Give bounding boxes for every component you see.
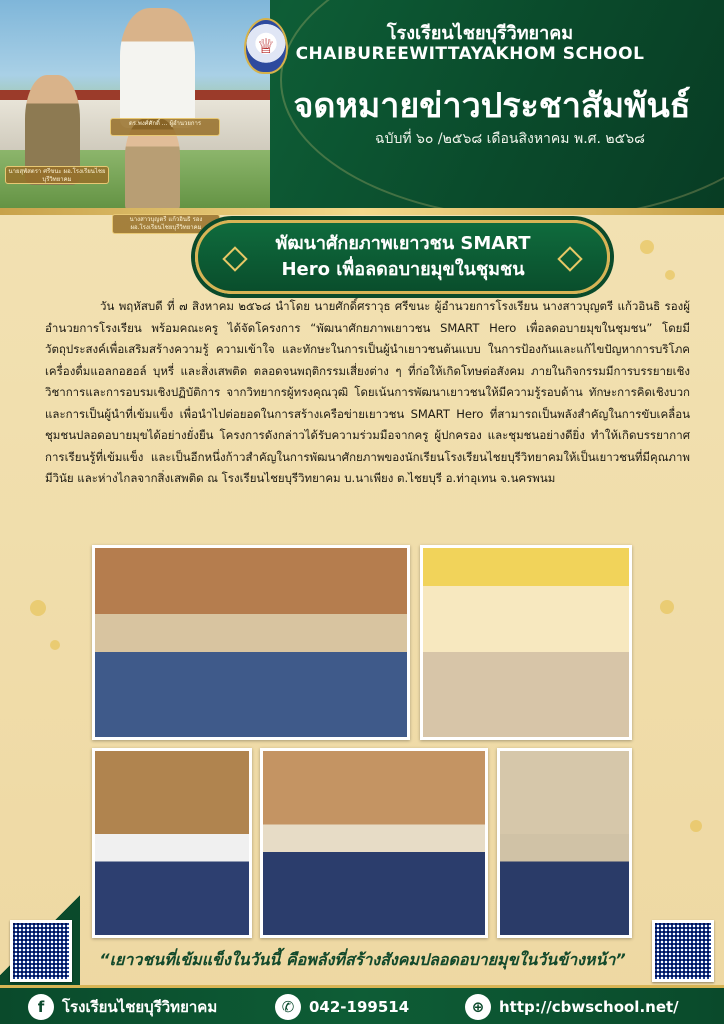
group-photo-students <box>92 545 410 740</box>
diamond-ornament-icon <box>557 246 582 271</box>
website-link[interactable] <box>465 994 679 1020</box>
headline-text <box>248 231 558 283</box>
school-name-english: CHAIBUREEWITTAYAKHOM SCHOOL <box>295 44 645 64</box>
director-name-tag: นายสุพัสตรา ศรีขนะ ผอ.โรงเรียนไชยบุรีวิทยาคม <box>5 166 109 184</box>
newsletter-title: จดหมายข่าวประชาสัมพันธ์ <box>293 86 691 126</box>
photo-audience-hall <box>497 748 632 938</box>
header-gold-band <box>0 208 724 215</box>
decorative-dot <box>690 820 702 832</box>
headline-banner <box>195 220 610 294</box>
globe-icon: ⊕ <box>465 994 491 1020</box>
school-crest-icon: ♕ <box>244 18 288 74</box>
decorative-dot <box>30 600 46 616</box>
photo-officials-group <box>260 748 488 938</box>
headline-line-2: Hero เพื่อลดอบายมุขในชุมชน <box>281 259 525 280</box>
closing-quote: “เยาวชนที่เข้มแข็งในวันนี้ คือพลังที่สร้างสังคมปลอดอบายมุขในวันข้างหน้า” <box>99 950 626 969</box>
phone-contact[interactable] <box>275 994 409 1020</box>
facebook-icon: f <box>28 994 54 1020</box>
issue-number: ฉบับที่ ๖๐ /๒๕๖๘ เดือนสิงหาคม พ.ศ. ๒๕๖๘ <box>375 131 645 147</box>
decorative-dot <box>640 240 654 254</box>
photo-speaker-with-flowers <box>420 545 632 740</box>
photo-lecture-room <box>92 748 252 938</box>
header <box>0 0 724 215</box>
article-body: วัน พฤหัสบดี ที่ ๗ สิงหาคม ๒๕๖๘ นำโดย นายศักดิ์ศราวุธ ศรีขนะ ผู้อำนวยการโรงเรียน นางสาวบุญตรี แก้วอินธิ รองผู้อำนวยการโรงเรียน พร้อมคณะครู ได้จัดโครงการ “พัฒนาศักยภาพเยาวชน SMART Hero เพื่อลดอบายมุขในชุมชน” โดยมีวัตถุประสงค์เพื่อเสริมสร้างความรู้ ความเข้าใจ และทักษะในการเป็นผู้นำเยาวชนต้นแบบ ในการป้องกันและแก้ไขปัญหาการบริโภคเครื่องดื่มแอลกอฮอล์ บุหรี่ และสิ่งเสพติด ตลอดจนพฤติกรรมเสี่ยงต่าง ๆ ที่ก่อให้เกิดโทษต่อสังคม ภายในกิจกรรมมีการบรรยายเชิงวิชาการและการอบรมเชิงปฏิบัติการ จากวิทยากรผู้ทรงคุณวุฒิ โดยเน้นการพัฒนาเยาวชนให้มีความรู้รอบด้าน ทักษะการคิดเชิงบวก และการเป็นผู้นำที่เข้มแข็ง เพื่อนำไปต่อยอดในการสร้างเครือข่ายเยาวชน SMART Hero ที่สามารถเป็นพลังสำคัญในการขับเคลื่อนชุมชนปลอดอบายมุขได้อย่างยั่งยืน โครงการดังกล่าวได้รับความร่วมมือจากครู ผู้ปกครอง และชุมชนอย่างดียิ่ง ทำให้เกิดบรรยากาศการเรียนรู้ที่เข้มแข็ง และเป็นอีกหนึ่งก้าวสำคัญในการพัฒนาศักยภาพของนักเรียนโรงเรียนไชยบุรีวิทยาคมให้เป็นเยาวชนที่มีคุณภาพ มีวินัย และห่างไกลจากสิ่งเสพติด ณ โรงเรียนไชยบุรีวิทยาคม บ.นาเพียง ต.ไชยบุรี อ.ท่าอุเทน จ.นครพนม <box>45 299 690 485</box>
header-photo-collage <box>0 0 270 215</box>
decorative-dot <box>50 640 60 650</box>
school-name-thai: โรงเรียนไชยบุรีวิทยาคม <box>386 23 574 44</box>
phone-number: 042-199514 <box>309 998 410 1016</box>
footer <box>0 985 724 1024</box>
qr-code-left[interactable] <box>10 920 72 982</box>
deputy-director-name-tag: นางสาวบุญตรี แก้วอินธิ รอง ผอ.โรงเรียนไชยบุรีวิทยาคม <box>112 214 220 234</box>
diamond-ornament-icon <box>222 246 247 271</box>
phone-icon: ✆ <box>275 994 301 1020</box>
decorative-dot <box>665 270 675 280</box>
qr-code-right[interactable] <box>652 920 714 982</box>
facebook-label: โรงเรียนไชยบุรีวิทยาคม <box>62 998 218 1016</box>
administrator-name-tag: ดร.พงศ์ศักดิ์ ... ผู้อำนวยการ <box>110 118 220 136</box>
website-url: http://cbwschool.net/ <box>499 998 679 1016</box>
headline-line-1: พัฒนาศักยภาพเยาวชน SMART <box>275 233 531 254</box>
decorative-dot <box>660 600 674 614</box>
facebook-link[interactable] <box>28 994 217 1020</box>
administrator-photo <box>120 8 195 128</box>
